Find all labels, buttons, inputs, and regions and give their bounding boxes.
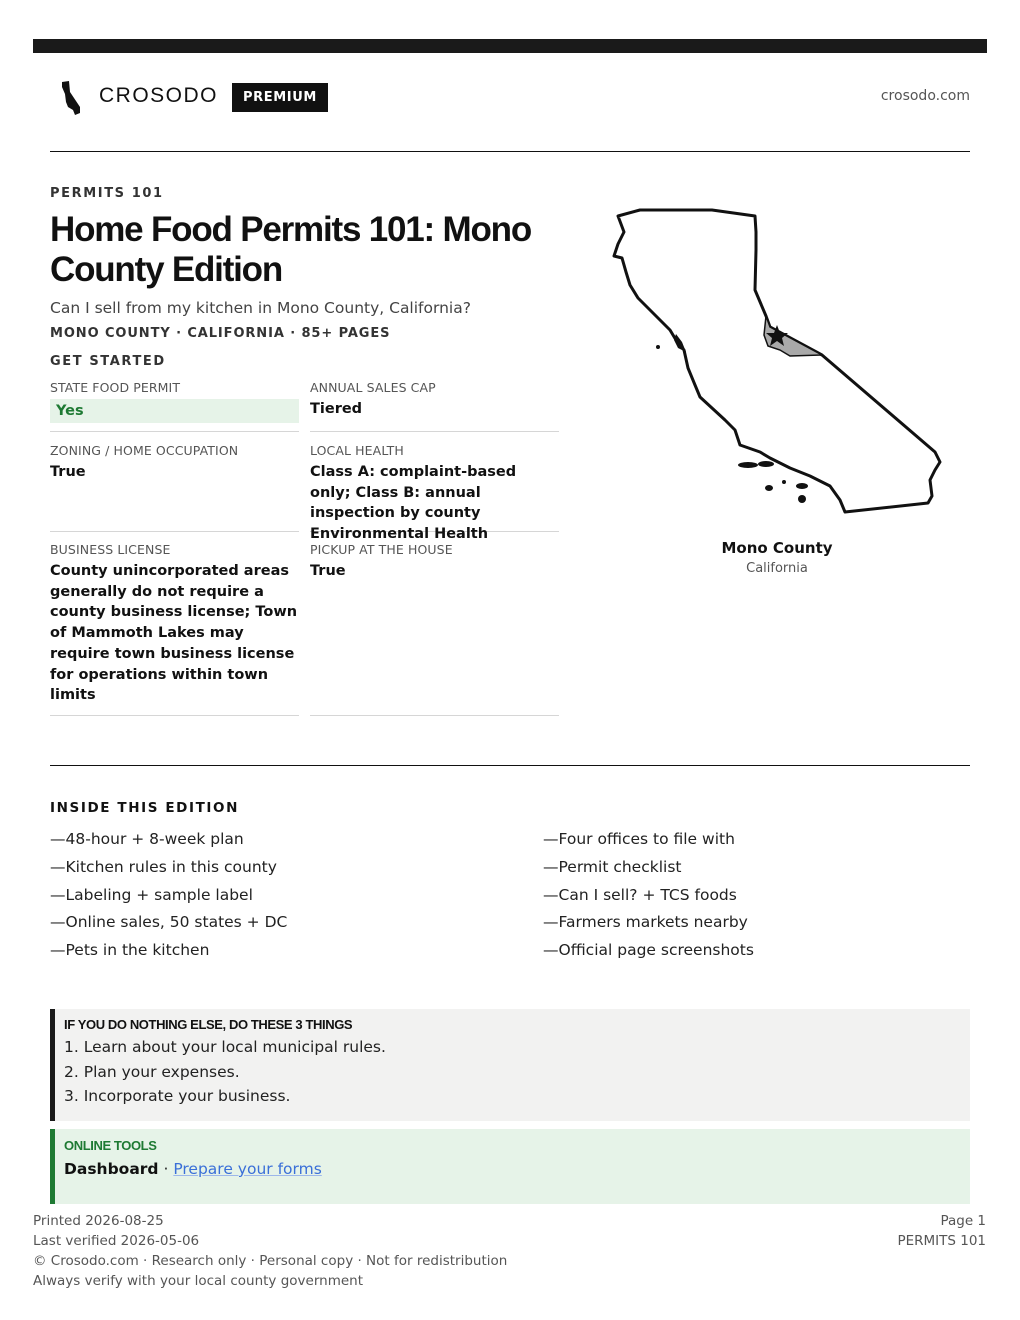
inside-list-left — [50, 828, 287, 967]
island — [796, 483, 808, 489]
callout-title: ONLINE TOOLS — [64, 1138, 157, 1153]
list-item: —Permit checklist — [543, 857, 682, 876]
map-county-label: Mono County — [721, 539, 833, 557]
fact-local-health — [310, 443, 559, 543]
top-bar — [33, 39, 987, 53]
must-do-callout — [50, 1009, 970, 1121]
header-divider — [50, 151, 970, 152]
premium-badge: PREMIUM — [232, 83, 328, 112]
fact-value: True — [310, 563, 346, 579]
inside-heading: INSIDE THIS EDITION — [50, 800, 240, 816]
page-title: Home Food Permits 101: Mono County Edition — [50, 210, 531, 289]
section-divider — [50, 765, 970, 766]
section-kicker: PERMITS 101 — [50, 186, 164, 201]
brand-name[interactable]: CROSODO — [99, 84, 219, 107]
fact-value: County unincorporated areas generally do not require a county business license; Town of Mammoth Lakes may require town business license for operations within town limits — [50, 563, 298, 704]
fact-zoning — [50, 443, 299, 532]
list-item: —Can I sell? + TCS foods — [543, 885, 737, 904]
island — [758, 461, 774, 467]
fact-label: PICKUP AT THE HOUSE — [310, 542, 453, 557]
fact-state-food-permit — [50, 380, 299, 432]
online-tools-callout — [50, 1129, 970, 1204]
island-dot — [656, 345, 660, 349]
list-item: —Online sales, 50 states + DC — [50, 913, 288, 932]
step-item: 3. Incorporate your business. — [64, 1087, 291, 1105]
list-item: —Farmers markets nearby — [543, 913, 748, 932]
prepare-forms-link[interactable]: Prepare your forms — [173, 1160, 322, 1178]
fact-value: True — [50, 464, 86, 480]
page-subtitle: Can I sell from my kitchen in Mono County, California? — [50, 299, 471, 317]
list-item: —Official page screenshots — [543, 941, 754, 960]
fact-annual-sales-cap — [310, 380, 559, 432]
footer-left — [33, 1212, 507, 1292]
footer-right — [897, 1212, 986, 1252]
steps-list — [64, 1037, 970, 1111]
list-item: —Pets in the kitchen — [50, 941, 210, 960]
island — [765, 485, 773, 491]
state-outline — [614, 210, 940, 512]
island — [782, 480, 786, 484]
island — [738, 462, 758, 468]
step-item: 1. Learn about your local municipal rules. — [64, 1038, 386, 1056]
verify-note: Always verify with your local county government — [33, 1273, 363, 1289]
fact-pickup — [310, 542, 559, 716]
fact-value: Class A: complaint-based only; Class B: annual inspection by county Environmental Health — [310, 464, 517, 543]
header — [50, 78, 970, 118]
site-link[interactable]: crosodo.com — [880, 88, 970, 104]
list-item: —Four offices to file with — [543, 830, 735, 848]
fact-label: ANNUAL SALES CAP — [310, 380, 436, 395]
callout-title: IF YOU DO NOTHING ELSE, DO THESE 3 THINGS — [64, 1017, 353, 1032]
edition-meta: MONO COUNTY · CALIFORNIA · 85+ PAGES — [50, 326, 391, 341]
fact-label: STATE FOOD PERMIT — [50, 380, 181, 395]
page-number: Page 1 — [940, 1213, 986, 1229]
fact-label: BUSINESS LICENSE — [50, 542, 171, 557]
verified-date: Last verified 2026-05-06 — [33, 1233, 200, 1249]
list-item: —Kitchen rules in this county — [50, 857, 277, 876]
fact-label: LOCAL HEALTH — [310, 443, 404, 458]
copyright: © Crosodo.com · Research only · Personal copy · Not for redistribution — [33, 1253, 508, 1269]
map-state-label: California — [746, 561, 808, 576]
list-item: —48-hour + 8-week plan — [50, 830, 244, 848]
inside-list-right — [543, 828, 754, 967]
california-silhouette-icon — [60, 80, 82, 116]
island — [798, 495, 806, 503]
fact-value: Yes — [50, 399, 299, 423]
fact-label: ZONING / HOME OCCUPATION — [50, 443, 239, 458]
california-map — [606, 202, 948, 520]
footer-section: PERMITS 101 — [897, 1233, 986, 1249]
fact-value: Tiered — [310, 401, 363, 417]
tools-line — [64, 1160, 970, 1178]
get-started-heading: GET STARTED — [50, 354, 166, 369]
fact-business-license — [50, 542, 299, 716]
step-item: 2. Plan your expenses. — [64, 1062, 240, 1081]
dashboard-link[interactable]: Dashboard — [64, 1160, 159, 1178]
list-item: —Labeling + sample label — [50, 885, 253, 904]
separator: · — [158, 1160, 174, 1178]
printed-date: Printed 2026-08-25 — [33, 1213, 164, 1229]
